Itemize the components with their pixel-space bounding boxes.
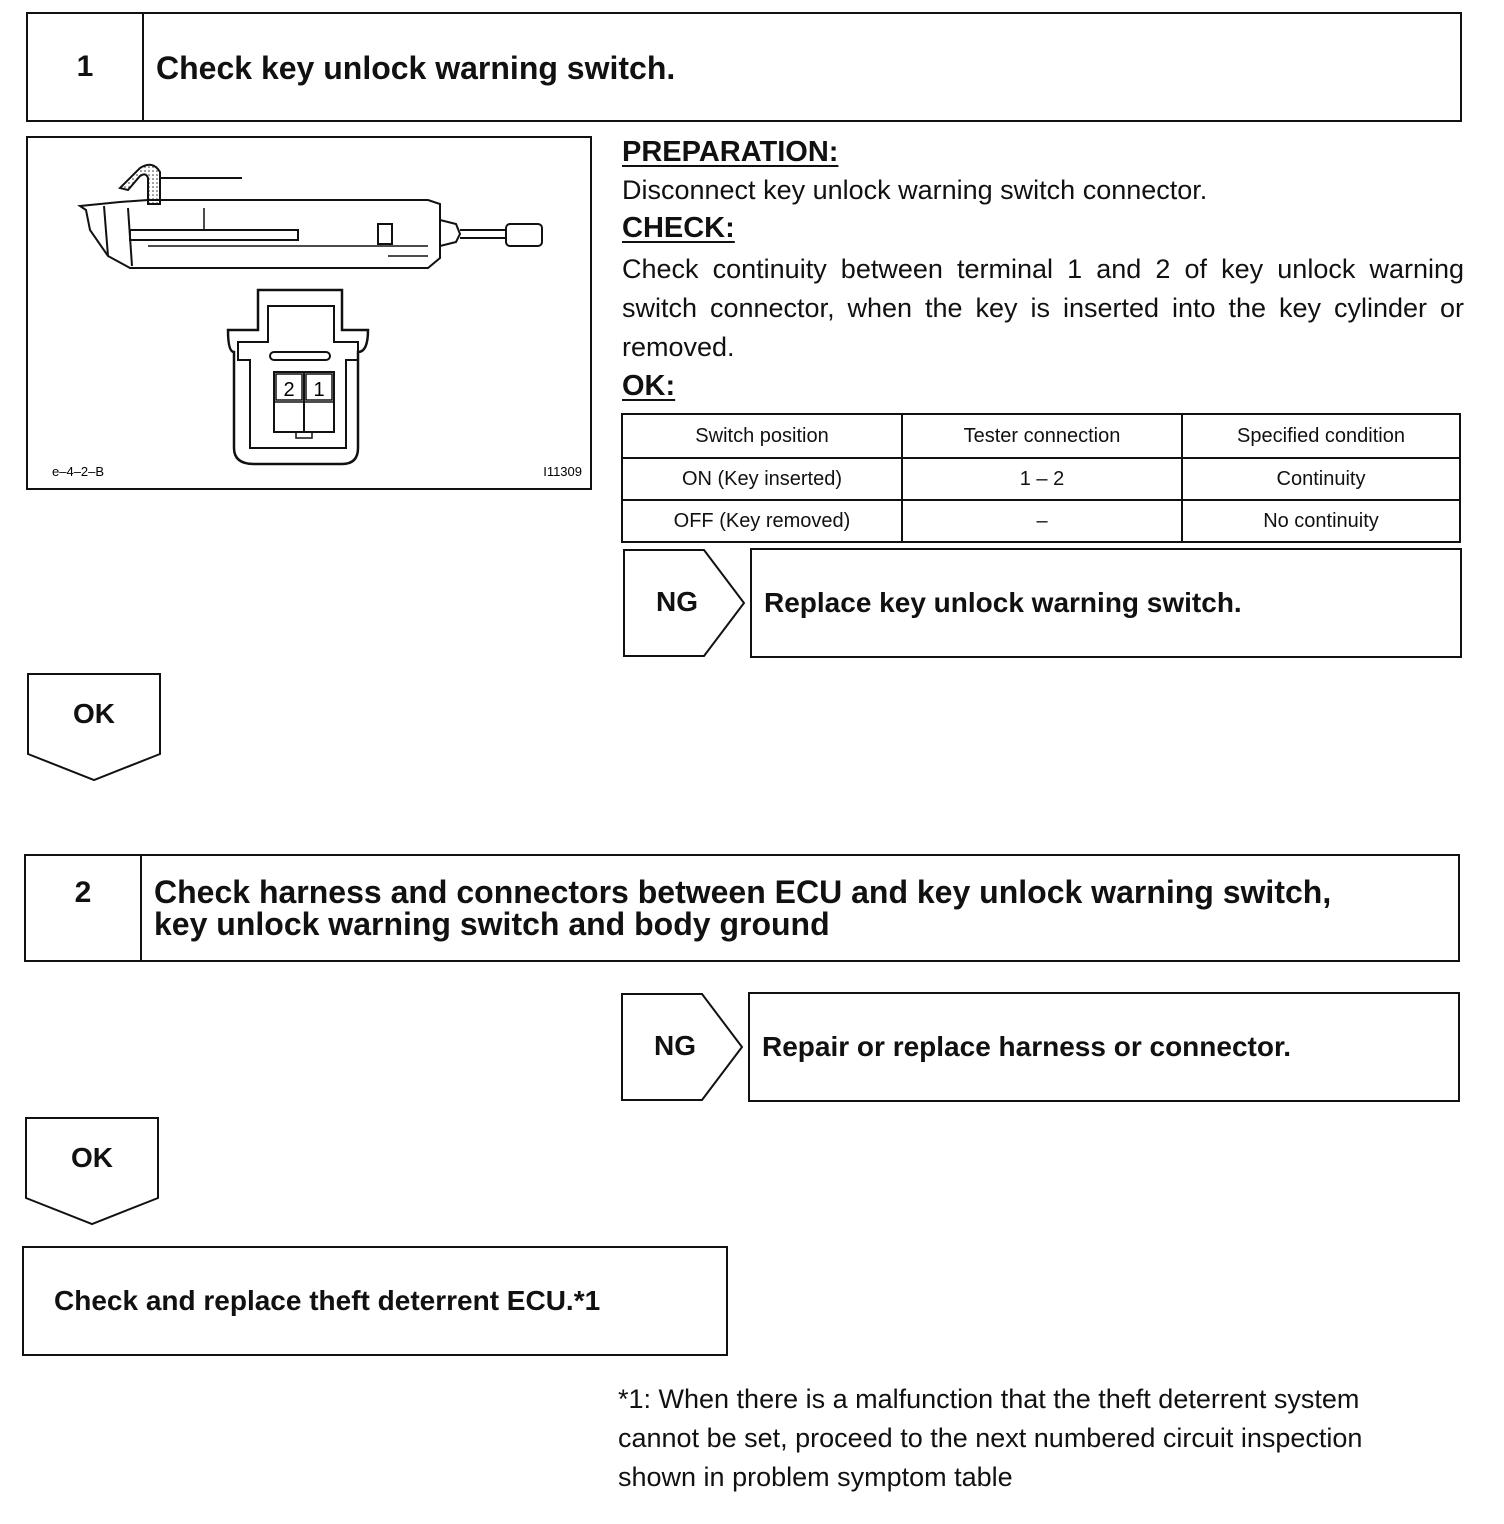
table-cell: ON (Key inserted) — [622, 458, 902, 500]
table-header: Specified condition — [1182, 414, 1460, 458]
figure-code-right: I11309 — [543, 464, 582, 479]
figure-code-left: e–4–2–B — [52, 464, 105, 479]
footnote — [618, 1380, 1478, 1497]
table-header: Switch position — [622, 414, 902, 458]
step-2-header — [24, 854, 1460, 962]
footnote-line-2: cannot be set, proceed to the next numbered circuit inspection — [618, 1423, 1363, 1453]
step-title-line-2: key unlock warning switch and body ground — [154, 906, 830, 942]
preparation-label: PREPARATION: — [622, 136, 839, 168]
terminal-1-label: 1 — [313, 379, 325, 401]
footnote-line-3: shown in problem symptom table — [618, 1462, 1013, 1492]
footnote-line-1: *1: When there is a malfunction that the theft deterrent system — [618, 1384, 1360, 1414]
preparation-text: Disconnect key unlock warning switch connector. — [622, 175, 1208, 205]
table-row — [622, 458, 1460, 500]
terminal-2-label: 2 — [283, 379, 295, 401]
table-cell: 1 – 2 — [902, 458, 1182, 500]
step-number: 2 — [26, 856, 142, 960]
step-title-line-1: Check harness and connectors between ECU and key unlock warning switch, — [154, 874, 1332, 910]
check-text: Check continuity between terminal 1 and 2 of key unlock warning switch connector, when the key is inserted into the key cylinder or removed. — [622, 254, 1464, 362]
ok-label-1: OK — [73, 698, 115, 729]
table-cell: Continuity — [1182, 458, 1460, 500]
ng-label-1: NG — [656, 586, 698, 617]
table-cell: No continuity — [1182, 500, 1460, 542]
step-title: Check key unlock warning switch. — [156, 50, 676, 86]
ok-label: OK: — [622, 370, 676, 402]
step-1-header — [26, 12, 1462, 122]
key-unlock-switch-illustration — [28, 138, 590, 488]
final-action: Check and replace theft deterrent ECU.*1 — [22, 1246, 728, 1356]
step-title — [142, 856, 1458, 960]
ok-label-2: OK — [71, 1142, 113, 1173]
table-cell: – — [902, 500, 1182, 542]
table-header: Tester connection — [902, 414, 1182, 458]
check-label: CHECK: — [622, 212, 735, 244]
table-header-row — [622, 414, 1460, 458]
ng-action-2: Repair or replace harness or connector. — [748, 992, 1460, 1102]
ng-action-1: Replace key unlock warning switch. — [750, 548, 1462, 658]
table-cell: OFF (Key removed) — [622, 500, 902, 542]
step-number: 1 — [28, 14, 144, 120]
ng-label-2: NG — [654, 1030, 696, 1061]
switch-diagram — [26, 136, 592, 490]
spec-table — [621, 413, 1461, 543]
table-row — [622, 500, 1460, 542]
